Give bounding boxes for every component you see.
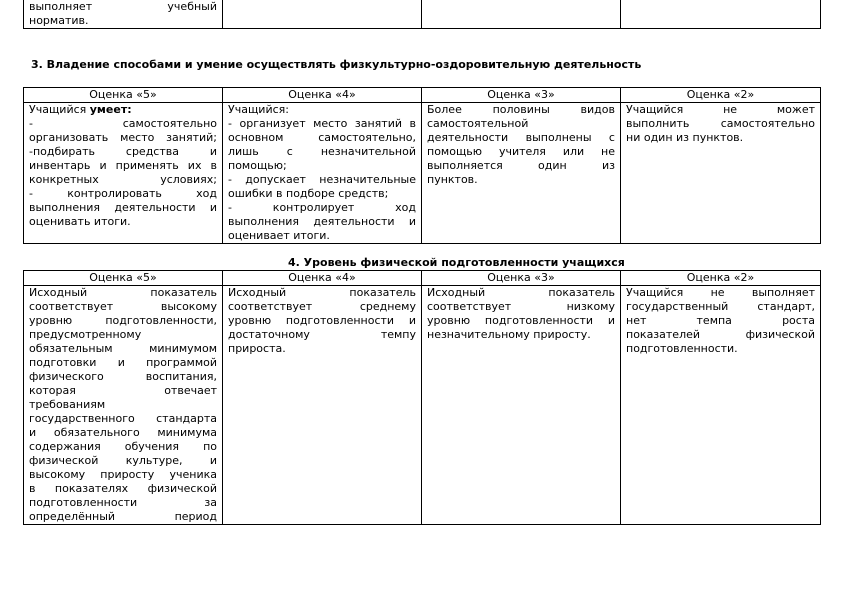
cell-line: ошибки в подборе средств; (228, 187, 389, 200)
cell-line: организовать место занятий; (29, 131, 217, 144)
lead-bold: умеет: (89, 103, 132, 116)
cell-line: - контролировать ход (29, 187, 217, 200)
header-grade-4: Оценка «4» (223, 88, 422, 103)
cell-line: Исходный показатель (427, 286, 615, 299)
cell-line: соответствует низкому (427, 300, 615, 313)
grade-2-cell (621, 103, 821, 244)
cell-line: достаточному темпу (228, 328, 416, 341)
cell-line: помощью; (228, 159, 287, 172)
header-grade-5: Оценка «5» (24, 271, 223, 286)
cell-line: определённый период (29, 510, 217, 523)
cell-line: норматив. (29, 14, 89, 27)
cell-line: Более половины видов (427, 103, 615, 116)
cell-line: уровню подготовленности и (228, 314, 416, 327)
header-grade-5: Оценка «5» (24, 88, 223, 103)
cell-line: государственный стандарт, (626, 300, 815, 313)
cell-line: подготовленности за (29, 496, 217, 509)
cell-line: - самостоятельно (29, 117, 217, 130)
cell-line: пунктов. (427, 173, 478, 186)
cell-line: незначительному приросту. (427, 328, 591, 341)
header-grade-2: Оценка «2» (621, 271, 821, 286)
cell-line: оценивать итоги. (29, 215, 131, 228)
grade-3-cell (422, 103, 621, 244)
table-cell (422, 0, 621, 29)
cell-line: уровню подготовленности, (29, 314, 217, 327)
cell-line: которая отвечает (29, 384, 217, 397)
cell-line: предусмотренному (29, 328, 142, 341)
cell-line: лишь с незначительной (228, 145, 416, 158)
cell-line: содержания обучения по (29, 440, 217, 453)
cell-line: государственного стандарта (29, 412, 217, 425)
cell-line: подготовленности. (626, 342, 738, 355)
section3-title: 3. Владение способами и умение осуществлять физкультурно-оздоровительную деятельность (31, 58, 642, 71)
cell-line (29, 103, 217, 117)
cell-line: деятельности выполнены с (427, 131, 615, 144)
grade-5-cell (24, 286, 223, 525)
table-cell (223, 0, 422, 29)
cell-line: Исходный показатель (228, 286, 416, 299)
cell-line: выполняется один из (427, 159, 615, 172)
cell-line: ни один из пунктов. (626, 131, 744, 144)
header-grade-4: Оценка «4» (223, 271, 422, 286)
grade-2-cell (621, 286, 821, 525)
cell-line: прироста. (228, 342, 286, 355)
header-grade-3: Оценка «3» (422, 271, 621, 286)
header-grade-2: Оценка «2» (621, 88, 821, 103)
cell-line: в показателях физической (29, 482, 217, 495)
table-row (24, 103, 821, 244)
cell-line: нет темпа роста (626, 314, 815, 327)
grade-5-cell (24, 103, 223, 244)
cell-line: подготовки и программой (29, 356, 217, 369)
cell-line: Учащийся не выполняет (626, 286, 815, 299)
cell-line: выполнить самостоятельно (626, 117, 815, 130)
cell-line: основном самостоятельно, (228, 131, 416, 144)
lead-text: Учащийся (29, 103, 90, 116)
cell-line: выполнения деятельности и (29, 201, 217, 214)
cell-line: оценивает итоги. (228, 229, 330, 242)
table-cell (621, 0, 821, 29)
cell-line: показателей физической (626, 328, 815, 341)
cell-line: соответствует среднему (228, 300, 416, 313)
cell-line: Учащийся не может (626, 103, 815, 116)
cell-line: инвентарь и применять их в (29, 159, 217, 172)
table-row (24, 0, 821, 29)
cell-line: - допускает незначительные (228, 173, 416, 186)
section4-table (23, 270, 821, 525)
cell-line: выполняет учебный (29, 0, 217, 13)
cell-line: обязательным минимумом (29, 342, 217, 355)
cell-line: -подбирать средства и (29, 145, 217, 158)
cell-line: Исходный показатель (29, 286, 217, 299)
table-cell (24, 0, 223, 29)
table-row (24, 286, 821, 525)
cell-line: помощью учителя или не (427, 145, 615, 158)
cell-line: физического воспитания, (29, 370, 217, 383)
section4-title: 4. Уровень физической подготовленности учащихся (288, 256, 625, 269)
cell-line: выполнения деятельности и (228, 215, 416, 228)
header-row (24, 271, 821, 286)
cell-line: высокому приросту ученика (29, 468, 217, 481)
cell-line: уровню подготовленности и (427, 314, 615, 327)
cell-line: самостоятельной (427, 117, 529, 130)
section3-table (23, 87, 821, 244)
grade-4-cell (223, 286, 422, 525)
cell-line: физической культуре, и (29, 454, 217, 467)
top-table-fragment (23, 0, 821, 29)
header-row (24, 88, 821, 103)
grade-3-cell (422, 286, 621, 525)
cell-line: требованиям (29, 398, 106, 411)
cell-line: - контролирует ход (228, 201, 416, 214)
cell-line: Учащийся: (228, 103, 289, 116)
cell-line: конкретных условиях; (29, 173, 217, 186)
cell-line: соответствует высокому (29, 300, 217, 313)
grade-4-cell (223, 103, 422, 244)
header-grade-3: Оценка «3» (422, 88, 621, 103)
cell-line: и обязательного минимума (29, 426, 217, 439)
cell-line: - организует место занятий в (228, 117, 416, 130)
